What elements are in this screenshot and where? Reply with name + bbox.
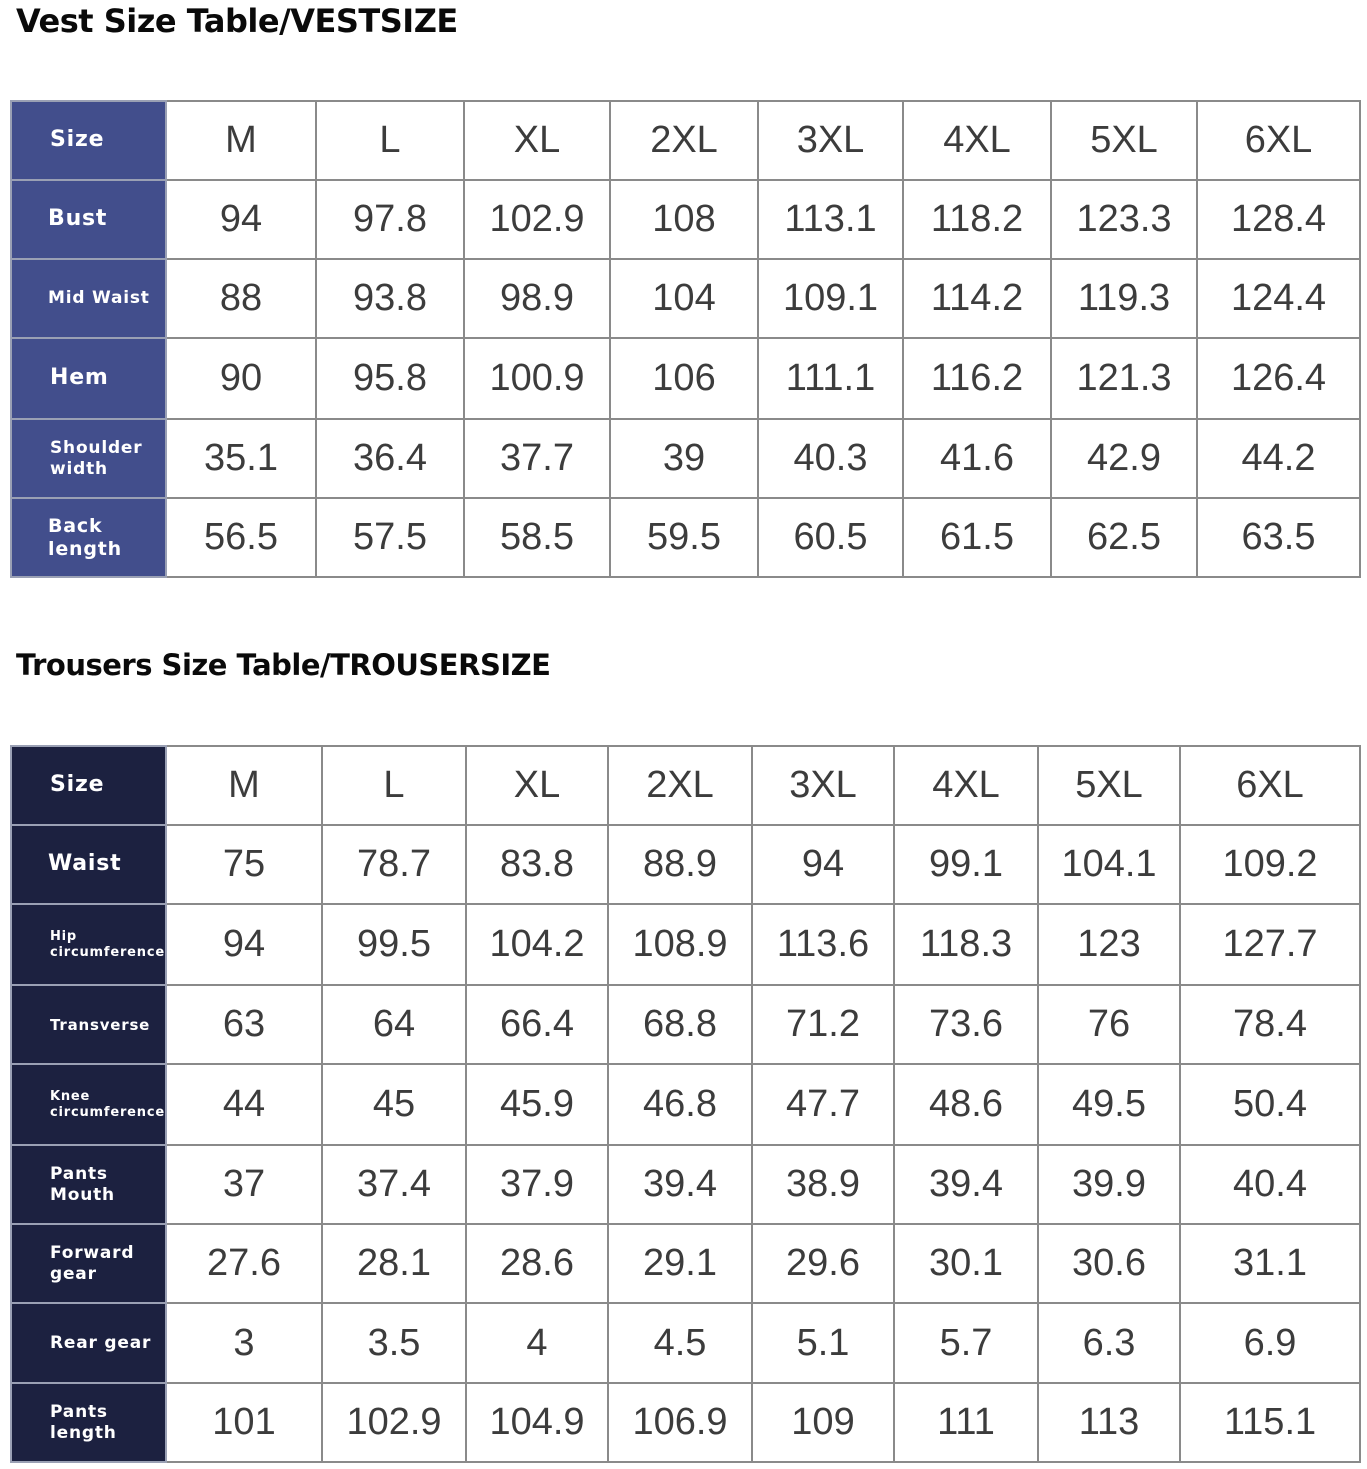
table-cell: 113 — [1038, 1383, 1180, 1462]
table-cell: 31.1 — [1180, 1224, 1360, 1303]
table-cell: 71.2 — [752, 985, 894, 1064]
row-label-line: Forward — [50, 1243, 135, 1264]
table-cell: 104.9 — [466, 1383, 608, 1462]
row-label-line: width — [50, 458, 108, 479]
table-cell: 41.6 — [903, 419, 1051, 498]
table-cell: 102.9 — [464, 180, 610, 259]
table-cell: 59.5 — [610, 498, 758, 577]
table-cell: 39 — [610, 419, 758, 498]
table-cell: 36.4 — [316, 419, 464, 498]
table-cell: 114.2 — [903, 259, 1051, 338]
table-cell: 45.9 — [466, 1064, 608, 1145]
table-cell: 94 — [166, 180, 316, 259]
vest-row-bust — [11, 180, 1360, 259]
row-label-line: circumference — [50, 944, 165, 960]
trousers-size-header-label: Size — [11, 746, 166, 825]
table-cell: 61.5 — [903, 498, 1051, 577]
table-cell: 29.1 — [608, 1224, 752, 1303]
row-label-waist: Waist — [11, 825, 166, 904]
table-cell: 119.3 — [1051, 259, 1197, 338]
table-cell: 60.5 — [758, 498, 903, 577]
table-cell: 42.9 — [1051, 419, 1197, 498]
row-label-line: Hip — [50, 928, 78, 944]
trousers-size-table — [10, 745, 1361, 1463]
row-label-pants-length — [11, 1383, 166, 1462]
row-label-back-length — [11, 498, 166, 577]
table-cell: 63.5 — [1197, 498, 1360, 577]
trousers-size-table-title: Trousers Size Table/TROUSERSIZE — [16, 648, 551, 682]
trousers-row-pants-length — [11, 1383, 1360, 1462]
table-cell: 47.7 — [752, 1064, 894, 1145]
table-cell: 115.1 — [1180, 1383, 1360, 1462]
table-cell: 121.3 — [1051, 338, 1197, 419]
table-cell: 35.1 — [166, 419, 316, 498]
row-label-line: length — [50, 1422, 117, 1443]
row-label-rear-gear: Rear gear — [11, 1303, 166, 1383]
table-cell: 102.9 — [322, 1383, 466, 1462]
vest-size-table — [10, 100, 1361, 578]
table-cell: 109 — [752, 1383, 894, 1462]
table-cell: 97.8 — [316, 180, 464, 259]
table-cell: 78.7 — [322, 825, 466, 904]
table-cell: 128.4 — [1197, 180, 1360, 259]
row-label-line: Mouth — [50, 1184, 115, 1205]
table-cell: 44 — [166, 1064, 322, 1145]
table-cell: 88 — [166, 259, 316, 338]
table-cell: 39.4 — [894, 1145, 1038, 1224]
table-cell: 111.1 — [758, 338, 903, 419]
table-cell: 45 — [322, 1064, 466, 1145]
trousers-row-transverse — [11, 985, 1360, 1064]
trousers-size-m: M — [166, 746, 322, 825]
trousers-size-xl: XL — [466, 746, 608, 825]
table-cell: 93.8 — [316, 259, 464, 338]
table-cell: 99.5 — [322, 904, 466, 985]
vest-size-5xl: 5XL — [1051, 101, 1197, 180]
table-cell: 94 — [166, 904, 322, 985]
table-cell: 29.6 — [752, 1224, 894, 1303]
table-cell: 3 — [166, 1303, 322, 1383]
table-cell: 108.9 — [608, 904, 752, 985]
table-cell: 30.6 — [1038, 1224, 1180, 1303]
table-cell: 48.6 — [894, 1064, 1038, 1145]
table-cell: 94 — [752, 825, 894, 904]
table-cell: 4.5 — [608, 1303, 752, 1383]
vest-size-2xl: 2XL — [610, 101, 758, 180]
table-cell: 37.7 — [464, 419, 610, 498]
vest-row-hem — [11, 338, 1360, 419]
table-cell: 106.9 — [608, 1383, 752, 1462]
table-cell: 56.5 — [166, 498, 316, 577]
table-cell: 104 — [610, 259, 758, 338]
table-cell: 38.9 — [752, 1145, 894, 1224]
table-cell: 63 — [166, 985, 322, 1064]
table-cell: 100.9 — [464, 338, 610, 419]
vest-size-6xl: 6XL — [1197, 101, 1360, 180]
table-cell: 104.2 — [466, 904, 608, 985]
row-label-hip-circumference — [11, 904, 166, 985]
table-cell: 75 — [166, 825, 322, 904]
row-label-line: gear — [50, 1263, 97, 1284]
table-cell: 37.4 — [322, 1145, 466, 1224]
table-cell: 3.5 — [322, 1303, 466, 1383]
table-cell: 98.9 — [464, 259, 610, 338]
table-cell: 37 — [166, 1145, 322, 1224]
row-label-line: Pants — [50, 1164, 108, 1185]
row-label-line: Back — [48, 514, 103, 537]
table-cell: 111 — [894, 1383, 1038, 1462]
table-cell: 46.8 — [608, 1064, 752, 1145]
trousers-row-hip-circumference — [11, 904, 1360, 985]
trousers-row-rear-gear — [11, 1303, 1360, 1383]
table-cell: 57.5 — [316, 498, 464, 577]
table-cell: 90 — [166, 338, 316, 419]
table-cell: 66.4 — [466, 985, 608, 1064]
table-cell: 40.4 — [1180, 1145, 1360, 1224]
trousers-size-3xl: 3XL — [752, 746, 894, 825]
row-label-line: length — [48, 537, 122, 560]
table-cell: 113.6 — [752, 904, 894, 985]
trousers-row-pants-mouth — [11, 1145, 1360, 1224]
row-label-hem: Hem — [11, 338, 166, 419]
table-cell: 49.5 — [1038, 1064, 1180, 1145]
vest-size-3xl: 3XL — [758, 101, 903, 180]
vest-size-header-row — [11, 101, 1360, 180]
vest-size-m: M — [166, 101, 316, 180]
table-cell: 113.1 — [758, 180, 903, 259]
row-label-pants-mouth — [11, 1145, 166, 1224]
table-cell: 106 — [610, 338, 758, 419]
vest-size-xl: XL — [464, 101, 610, 180]
trousers-row-knee-circumference — [11, 1064, 1360, 1145]
table-cell: 101 — [166, 1383, 322, 1462]
table-cell: 62.5 — [1051, 498, 1197, 577]
table-cell: 118.2 — [903, 180, 1051, 259]
table-cell: 28.1 — [322, 1224, 466, 1303]
table-cell: 4 — [466, 1303, 608, 1383]
table-cell: 73.6 — [894, 985, 1038, 1064]
table-cell: 5.7 — [894, 1303, 1038, 1383]
table-cell: 118.3 — [894, 904, 1038, 985]
table-cell: 6.9 — [1180, 1303, 1360, 1383]
row-label-knee-circumference — [11, 1064, 166, 1145]
row-label-line: circumference — [50, 1104, 165, 1120]
table-cell: 39.4 — [608, 1145, 752, 1224]
vest-size-table-title: Vest Size Table/VESTSIZE — [16, 2, 458, 40]
table-cell: 123.3 — [1051, 180, 1197, 259]
trousers-size-l: L — [322, 746, 466, 825]
trousers-row-waist — [11, 825, 1360, 904]
row-label-mid-waist: Mid Waist — [11, 259, 166, 338]
vest-size-4xl: 4XL — [903, 101, 1051, 180]
table-cell: 78.4 — [1180, 985, 1360, 1064]
table-cell: 27.6 — [166, 1224, 322, 1303]
row-label-line: Shoulder — [50, 438, 143, 459]
table-cell: 76 — [1038, 985, 1180, 1064]
table-cell: 108 — [610, 180, 758, 259]
vest-row-back-length — [11, 498, 1360, 577]
table-cell: 39.9 — [1038, 1145, 1180, 1224]
table-cell: 109.2 — [1180, 825, 1360, 904]
table-cell: 40.3 — [758, 419, 903, 498]
row-label-forward-gear — [11, 1224, 166, 1303]
trousers-size-4xl: 4XL — [894, 746, 1038, 825]
table-cell: 50.4 — [1180, 1064, 1360, 1145]
table-cell: 83.8 — [466, 825, 608, 904]
table-cell: 104.1 — [1038, 825, 1180, 904]
table-cell: 95.8 — [316, 338, 464, 419]
trousers-size-header-row — [11, 746, 1360, 825]
row-label-bust: Bust — [11, 180, 166, 259]
table-cell: 99.1 — [894, 825, 1038, 904]
table-cell: 88.9 — [608, 825, 752, 904]
table-cell: 127.7 — [1180, 904, 1360, 985]
trousers-size-6xl: 6XL — [1180, 746, 1360, 825]
table-cell: 126.4 — [1197, 338, 1360, 419]
table-cell: 28.6 — [466, 1224, 608, 1303]
trousers-size-2xl: 2XL — [608, 746, 752, 825]
vest-size-l: L — [316, 101, 464, 180]
row-label-line: Knee — [50, 1088, 91, 1104]
table-cell: 5.1 — [752, 1303, 894, 1383]
table-cell: 116.2 — [903, 338, 1051, 419]
table-cell: 109.1 — [758, 259, 903, 338]
table-cell: 30.1 — [894, 1224, 1038, 1303]
trousers-size-5xl: 5XL — [1038, 746, 1180, 825]
vest-size-header-label: Size — [11, 101, 166, 180]
row-label-line: Pants — [50, 1402, 108, 1423]
trousers-row-forward-gear — [11, 1224, 1360, 1303]
table-cell: 64 — [322, 985, 466, 1064]
vest-row-mid-waist — [11, 259, 1360, 338]
table-cell: 68.8 — [608, 985, 752, 1064]
table-cell: 123 — [1038, 904, 1180, 985]
table-cell: 44.2 — [1197, 419, 1360, 498]
table-cell: 6.3 — [1038, 1303, 1180, 1383]
table-cell: 58.5 — [464, 498, 610, 577]
vest-row-shoulder-width — [11, 419, 1360, 498]
table-cell: 37.9 — [466, 1145, 608, 1224]
row-label-transverse: Transverse — [11, 985, 166, 1064]
row-label-shoulder-width — [11, 419, 166, 498]
table-cell: 124.4 — [1197, 259, 1360, 338]
